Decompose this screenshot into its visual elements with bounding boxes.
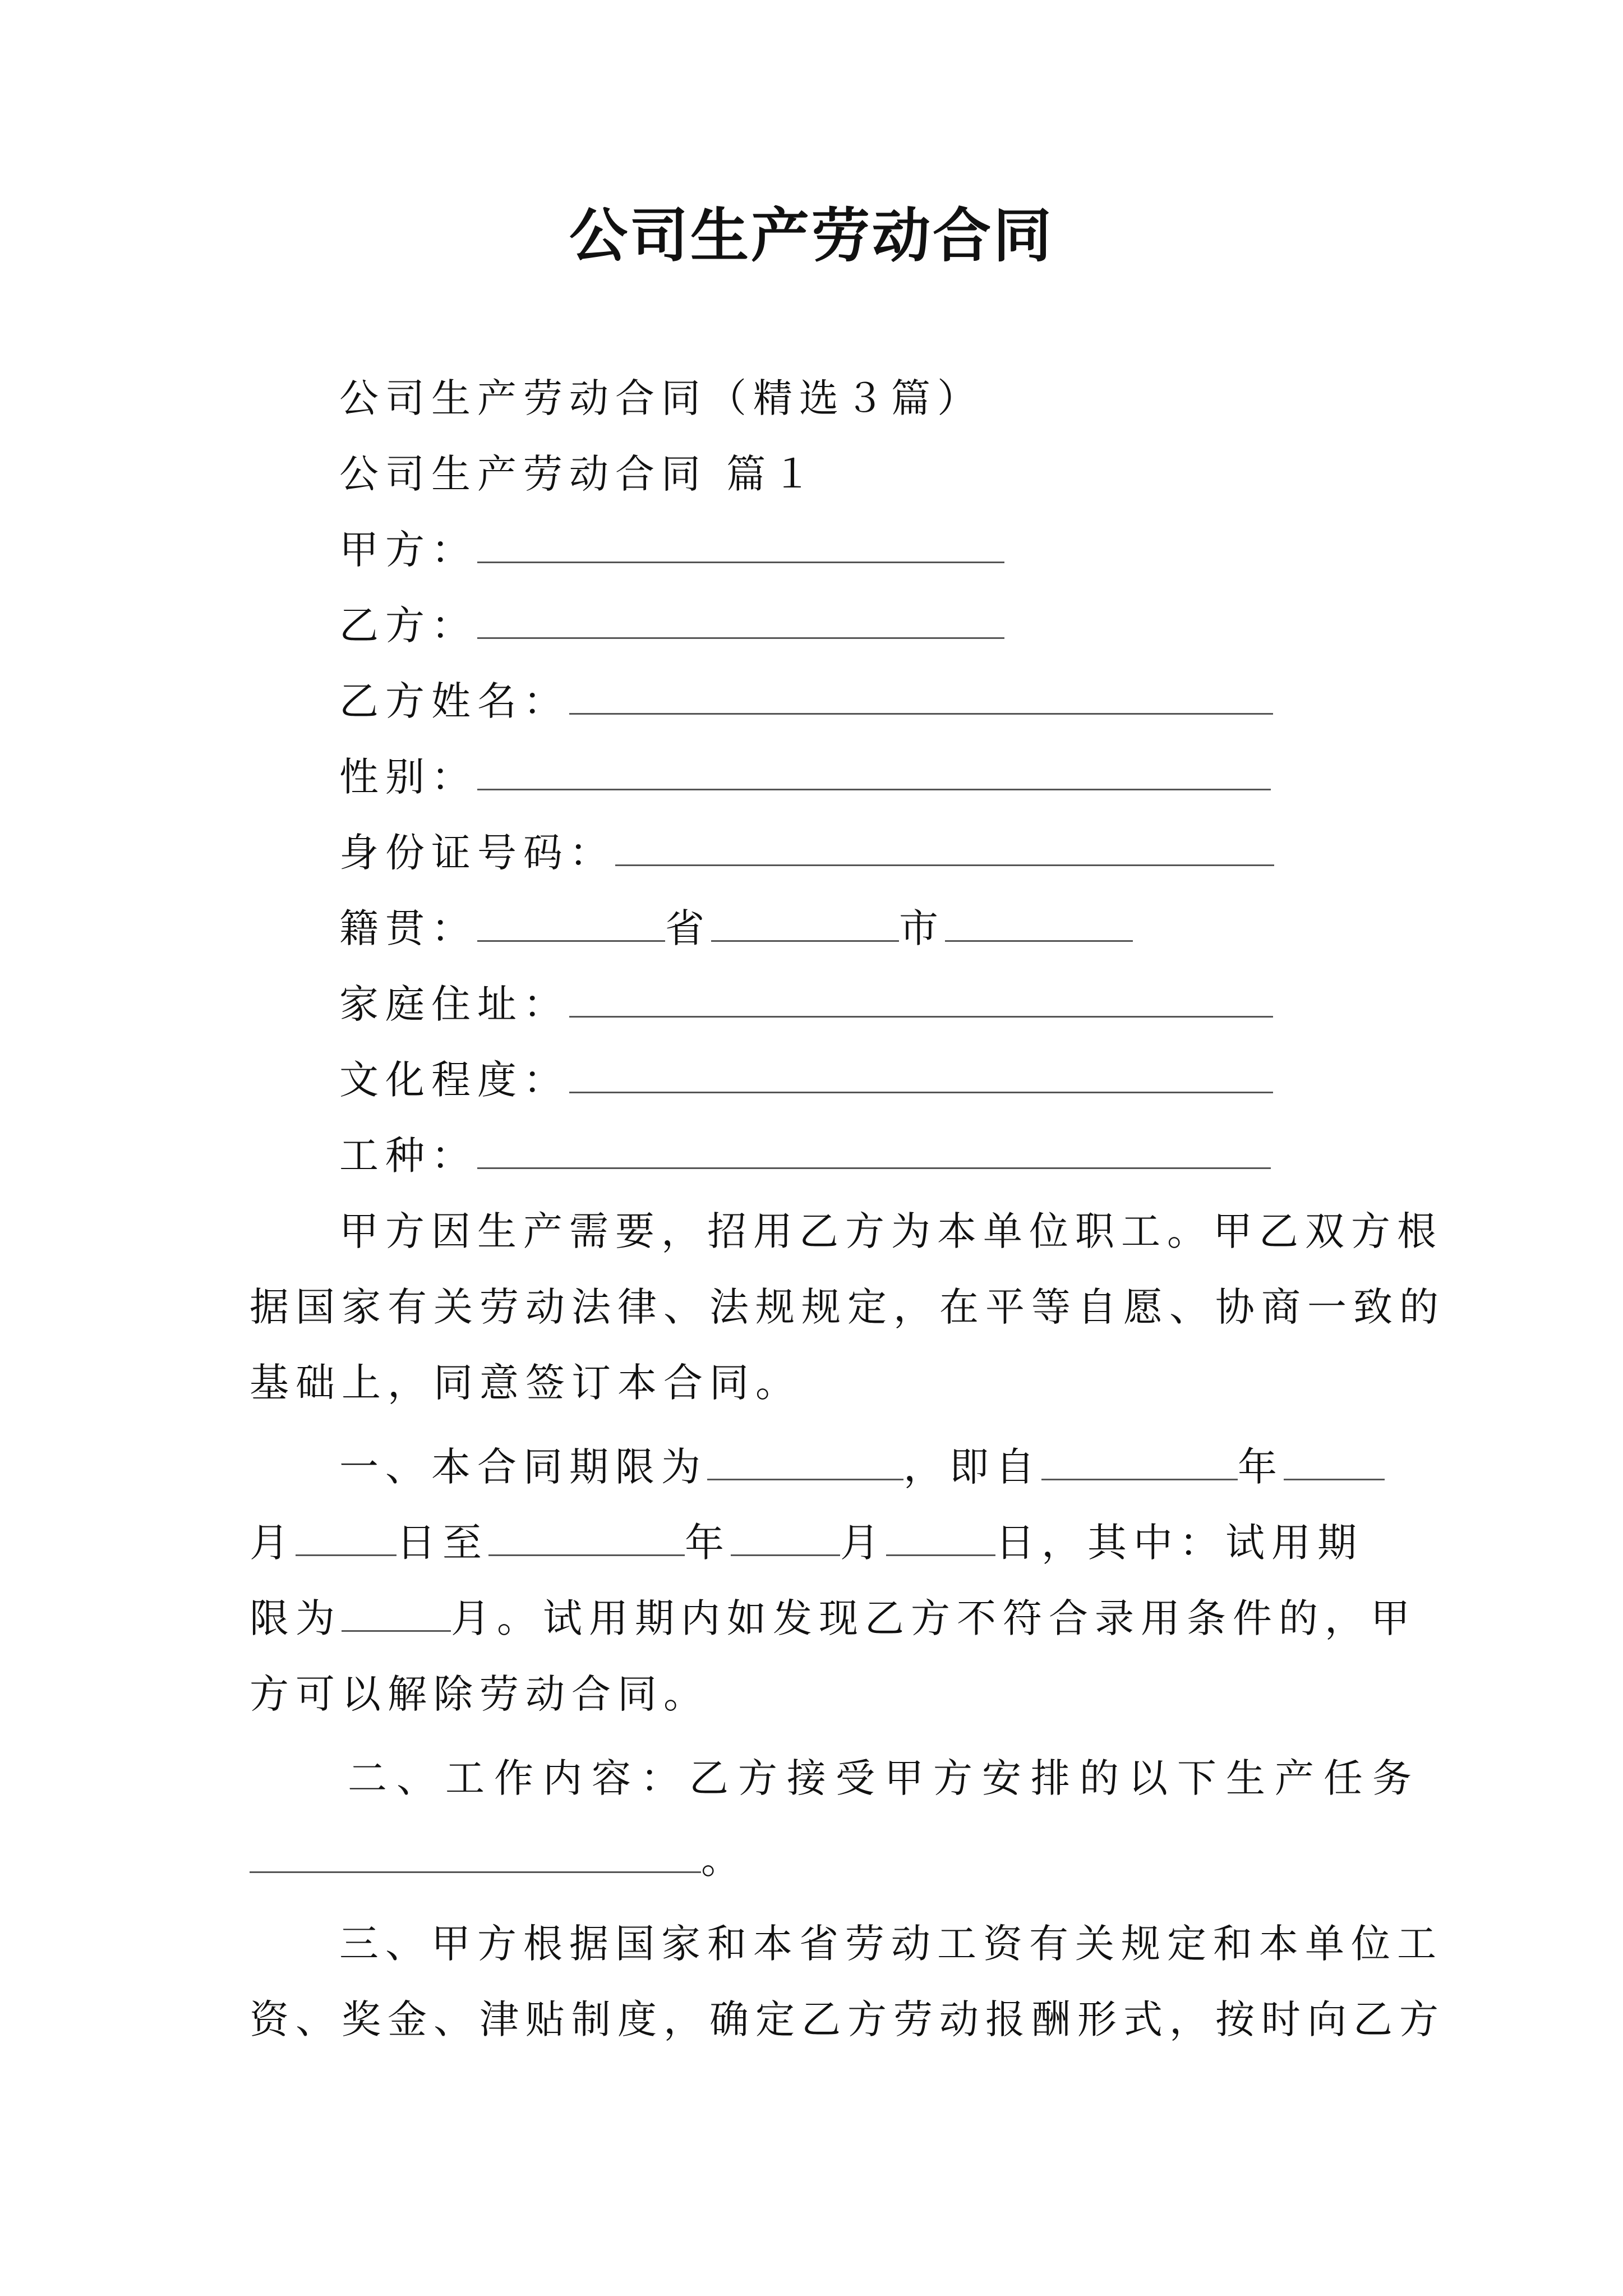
- clause-text: ，即自: [903, 1444, 1041, 1490]
- blank-line: [477, 522, 1004, 563]
- clause-text: 日至: [396, 1520, 488, 1566]
- field-party-b: [339, 597, 1004, 654]
- field-label: 籍贯：: [339, 905, 477, 951]
- field-job-type: [339, 1128, 1271, 1184]
- blank-line: [477, 598, 1004, 639]
- field-label: 乙方姓名：: [339, 678, 569, 724]
- field-label: 性别：: [339, 754, 477, 800]
- document-title: 公司生产劳动合同: [569, 201, 1054, 270]
- province-label: 省: [665, 905, 711, 951]
- blank-line: [488, 1515, 685, 1556]
- blank-line: [569, 1052, 1273, 1093]
- blank-line: [569, 674, 1273, 715]
- blank-line: [296, 1515, 396, 1556]
- field-home-address: [339, 976, 1273, 1032]
- blank-line: [886, 1515, 995, 1556]
- field-native-place: [339, 900, 1133, 956]
- clause-text: 年: [1238, 1444, 1284, 1490]
- field-party-a: [339, 522, 1004, 578]
- field-label: 家庭住址：: [339, 981, 569, 1027]
- field-label: 工种：: [339, 1133, 477, 1179]
- clause-text: 。: [701, 1837, 747, 1883]
- blank-line: [1041, 1439, 1238, 1480]
- clause-text: 限为: [250, 1595, 342, 1641]
- blank-line: [250, 1832, 701, 1873]
- clause-text: 日，其中：试用期: [995, 1520, 1363, 1566]
- field-label: 身份证号码：: [339, 830, 615, 876]
- clause-text: 一、本合同期限为: [339, 1444, 707, 1490]
- field-education: [339, 1052, 1273, 1108]
- city-label: 市: [899, 905, 945, 951]
- clause-text: 月: [250, 1520, 296, 1566]
- field-gender: [339, 749, 1271, 805]
- blank-line: [569, 977, 1273, 1018]
- clause-2-line: 二、工作内容：乙方接受甲方安排的以下生产任务: [348, 1755, 1421, 1801]
- field-label: 甲方：: [339, 527, 477, 573]
- blank-line: [1284, 1439, 1385, 1480]
- blank-line: [707, 1439, 903, 1480]
- blank-line: [945, 901, 1133, 942]
- clause-2-line: [250, 1832, 747, 1888]
- blank-line: [477, 901, 665, 942]
- blank-line: [477, 1128, 1271, 1169]
- blank-line: [477, 749, 1271, 790]
- clause-1-line: [250, 1590, 1417, 1646]
- field-party-b-name: [339, 673, 1273, 729]
- clause-3-line: 资、奖金、津贴制度，确定乙方劳动报酬形式，按时向乙方: [250, 1996, 1445, 2042]
- clause-1-line: [250, 1515, 1363, 1571]
- intro-paragraph-line: 据国家有关劳动法律、法规规定，在平等自愿、协商一致的: [250, 1284, 1445, 1330]
- clause-text: 月: [840, 1520, 886, 1566]
- document-subtitle: 公司生产劳动合同（精选３篇）: [339, 375, 983, 421]
- blank-line: [731, 1515, 840, 1556]
- field-label: 文化程度：: [339, 1057, 569, 1103]
- blank-line: [711, 901, 899, 942]
- section-heading: 公司生产劳动合同 篇１: [339, 451, 819, 497]
- clause-text: 年: [685, 1520, 731, 1566]
- clause-1-line: [339, 1439, 1385, 1495]
- intro-paragraph-line: 基础上，同意签订本合同。: [250, 1360, 801, 1406]
- field-label: 乙方：: [339, 602, 477, 648]
- intro-paragraph-line: 甲方因生产需要，招用乙方为本单位职工。甲乙双方根: [339, 1208, 1443, 1254]
- clause-1-line: 方可以解除劳动合同。: [250, 1671, 709, 1717]
- clause-3-line: 三、甲方根据国家和本省劳动工资有关规定和本单位工: [339, 1921, 1443, 1967]
- clause-text: 月。试用期内如发现乙方不符合录用条件的，甲: [451, 1595, 1417, 1641]
- field-id-number: [339, 825, 1274, 881]
- blank-line: [615, 825, 1274, 866]
- blank-line: [342, 1591, 451, 1632]
